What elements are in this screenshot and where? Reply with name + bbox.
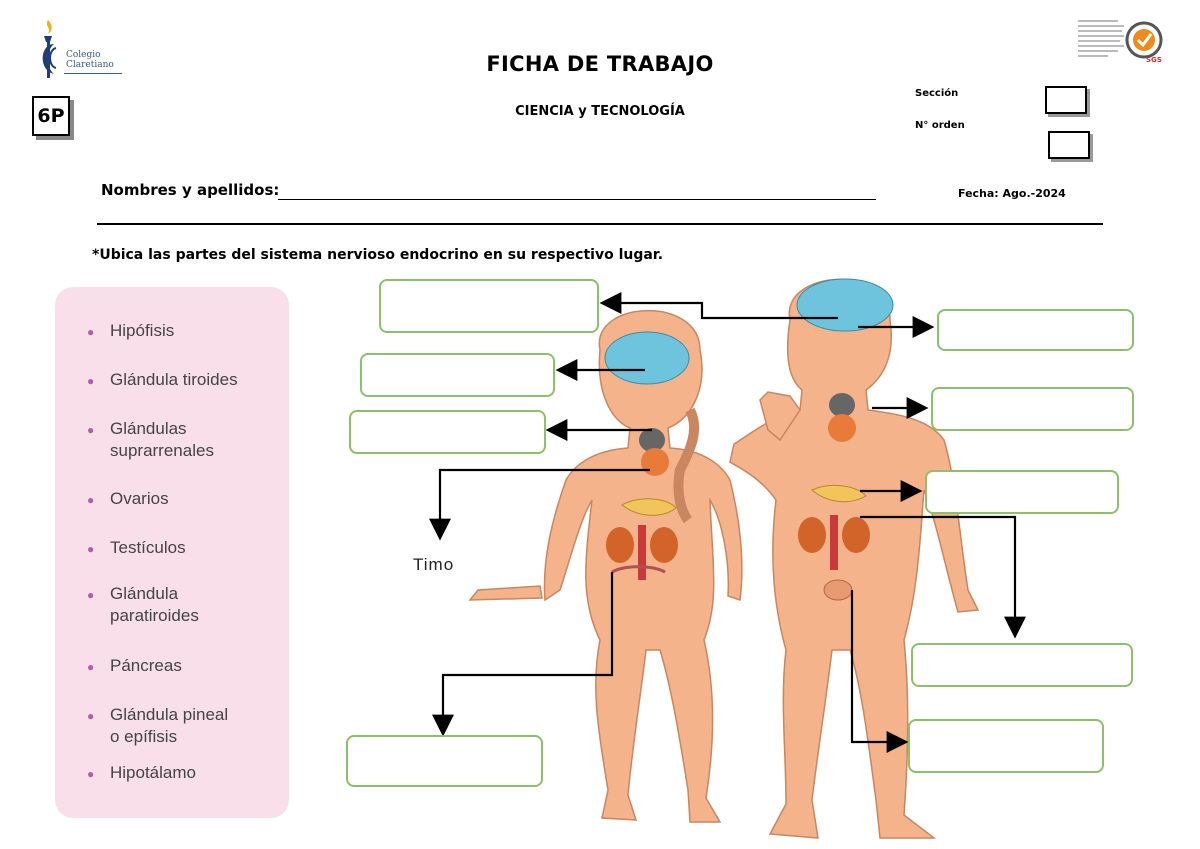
male-vessel-icon	[830, 515, 838, 570]
name-label: Nombres y apellidos:	[101, 181, 280, 199]
male-brain-icon	[797, 279, 893, 331]
female-vessel-icon	[638, 525, 646, 580]
page-title: FICHA DE TRABAJO	[486, 52, 714, 76]
female-brain-icon	[605, 332, 689, 384]
female-kidney-icon	[650, 527, 678, 563]
female-kidney-icon	[606, 527, 634, 563]
date-text: Fecha: Ago.-2024	[958, 187, 1066, 200]
answer-box-9[interactable]	[346, 735, 543, 787]
list-item: ● Hipófisis	[110, 320, 174, 342]
list-item: ● Glándula pineal o epífisis	[87, 705, 229, 746]
answer-box-8[interactable]	[908, 719, 1104, 773]
answer-box-5[interactable]	[349, 410, 546, 454]
answer-box-2[interactable]	[937, 309, 1134, 351]
timo-label: Timo	[413, 555, 455, 574]
bullet-icon: ●	[87, 660, 95, 674]
list-item: ● Glándula paratiroides	[87, 584, 199, 625]
list-item: ● Glándula tiroides	[110, 369, 238, 391]
list-item: ● Páncreas	[110, 655, 182, 677]
list-item: ● Testículos	[110, 537, 186, 559]
order-label: N° orden	[915, 120, 965, 131]
school-name: Colegio Claretiano	[66, 50, 114, 70]
bullet-icon: ●	[87, 423, 95, 437]
answer-box-3[interactable]	[360, 353, 555, 397]
answer-box-1[interactable]	[379, 279, 599, 333]
answer-box-6[interactable]	[925, 470, 1119, 514]
male-throat-gland-icon	[829, 393, 855, 417]
bullet-icon: ●	[87, 588, 95, 602]
bullet-icon: ●	[87, 493, 95, 507]
list-item: ● Ovarios	[110, 488, 169, 510]
certification-mark: SGS	[1146, 56, 1162, 64]
bullet-icon: ●	[87, 767, 95, 781]
male-kidney-icon	[798, 517, 826, 553]
male-thyroid-icon	[828, 414, 856, 442]
section-label: Sección	[915, 88, 959, 99]
female-thyroid-icon	[641, 448, 669, 476]
bullet-icon: ●	[87, 709, 95, 723]
list-item: ● Hipotálamo	[110, 762, 196, 784]
subject-title: CIENCIA y TECNOLOGÍA	[515, 104, 685, 119]
list-item: ● Glándulas suprarrenales	[87, 419, 214, 460]
bullet-icon: ●	[87, 325, 95, 339]
answer-box-7[interactable]	[911, 643, 1133, 687]
bullet-icon: ●	[87, 542, 95, 556]
instruction: *Ubica las partes del sistema nervioso endocrino en su respectivo lugar.	[92, 247, 664, 263]
answer-box-4[interactable]	[931, 387, 1134, 431]
bullet-icon: ●	[87, 374, 95, 388]
male-testicles-icon	[824, 580, 852, 600]
grade-badge: 6P	[32, 96, 70, 136]
male-kidney-icon	[842, 517, 870, 553]
